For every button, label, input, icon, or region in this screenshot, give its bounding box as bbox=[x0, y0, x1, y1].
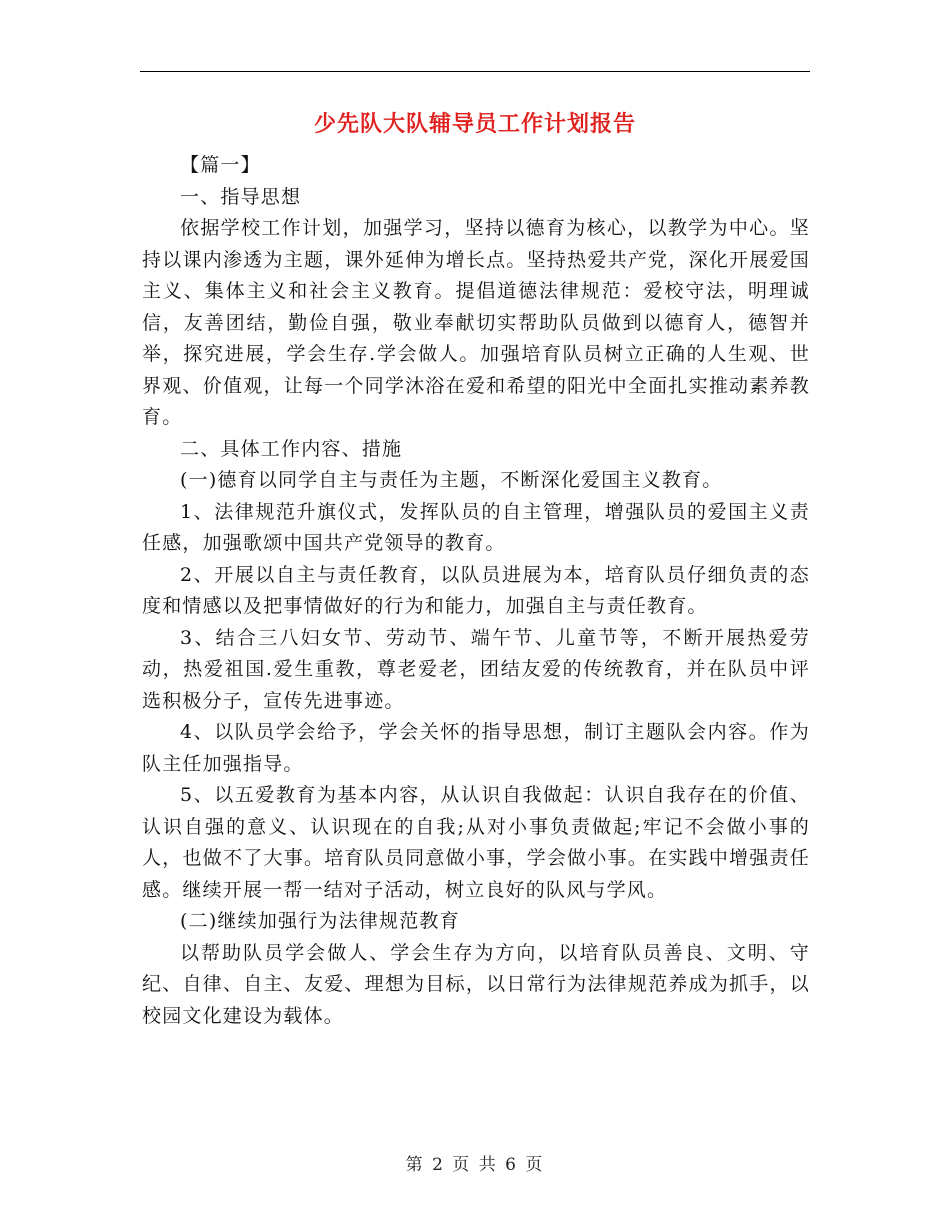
list-item: 1、法律规范升旗仪式，发挥队员的自主管理，增强队员的爱国主义责任感，加强歌颂中国共产党领导的教育。 bbox=[142, 500, 810, 554]
subsection-heading: (二)继续加强行为法律规范教育 bbox=[180, 910, 460, 932]
section-heading: 二、具体工作内容、措施 bbox=[180, 437, 403, 460]
list-item: 3、结合三八妇女节、劳动节、端午节、儿童节等，不断开展热爱劳动，热爱祖国.爱生重教，尊老爱老，团结友爱的传统教育，并在队员中评选积极分子，宣传先进事迹。 bbox=[142, 626, 810, 712]
paragraph: 以帮助队员学会做人、学会生存为方向，以培育队员善良、文明、守纪、自律、自主、友爱、理想为目标，以日常行为法律规范养成为抓手，以校园文化建设为载体。 bbox=[142, 941, 810, 1027]
header-rule bbox=[140, 71, 810, 72]
subsection-heading: (一)德育以同学自主与责任为主题，不断深化爱国主义教育。 bbox=[180, 469, 723, 491]
section-marker: 【篇一】 bbox=[180, 154, 261, 176]
list-item: 4、以队员学会给予，学会关怀的指导思想，制订主题队会内容。作为队主任加强指导。 bbox=[142, 721, 810, 775]
page-number: 第 2 页 共 6 页 bbox=[405, 1155, 545, 1175]
list-item: 2、开展以自主与责任教育，以队员进展为本，培育队员仔细负责的态度和情感以及把事情做好的行为和能力，加强自主与责任教育。 bbox=[142, 563, 810, 617]
list-item: 5、以五爱教育为基本内容，从认识自我做起：认识自我存在的价值、认识自强的意义、认识现在的自我;从对小事负责做起;牢记不会做小事的人，也做不了大事。培育队员同意做小事，学会做小事。在实践中增强责任感。继续开展一帮一结对子活动，树立良好的队风与学风。 bbox=[142, 784, 810, 901]
document-body bbox=[142, 150, 810, 1032]
document-title: 少先队大队辅导员工作计划报告 bbox=[313, 112, 636, 137]
paragraph: 依据学校工作计划，加强学习，坚持以德育为核心，以教学为中心。坚持以课内渗透为主题，课外延伸为增长点。坚持热爱共产党，深化开展爱国主义、集体主义和社会主义教育。提倡道德法律规范：爱校守法，明理诚信，友善团结，勤俭自强，敬业奉献切实帮助队员做到以德育人，德智并举，探究进展，学会生存.学会做人。加强培育队员树立正确的人生观、世界观、价值观，让每一个同学沐浴在爱和希望的阳光中全面扎实推动素养教育。 bbox=[142, 217, 810, 428]
section-heading: 一、指导思想 bbox=[180, 185, 302, 208]
